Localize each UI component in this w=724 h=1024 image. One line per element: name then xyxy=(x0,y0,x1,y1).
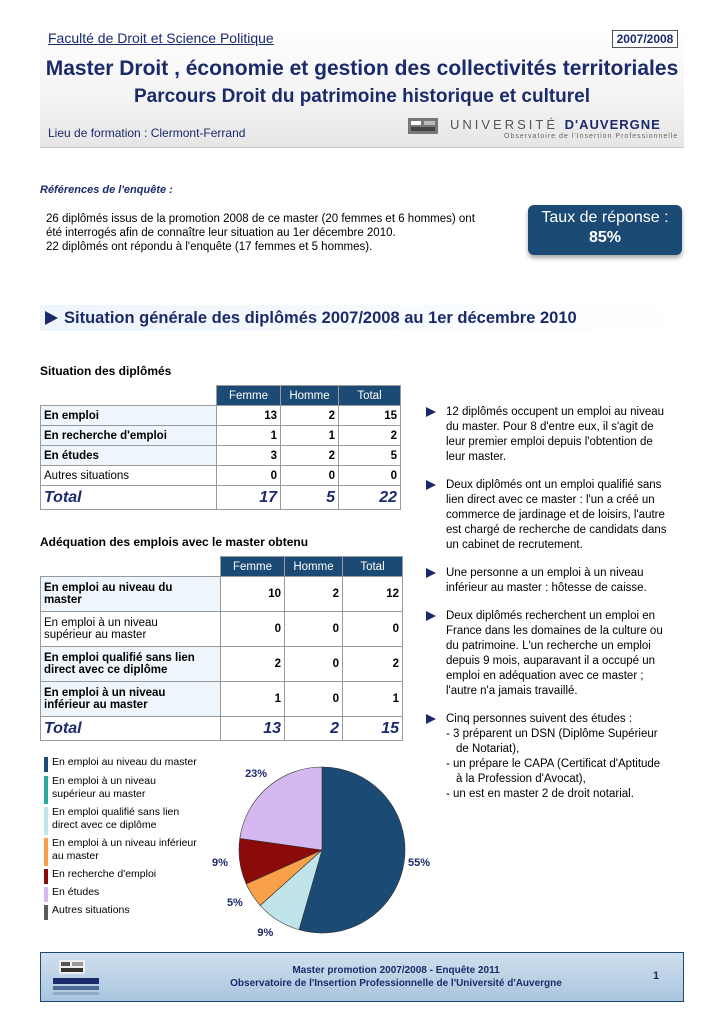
legend-item xyxy=(44,806,197,832)
university-logo-icon xyxy=(408,115,438,137)
table-header-blank xyxy=(41,386,217,406)
cell-homme: 0 xyxy=(285,647,343,682)
comment-line: lien direct avec ce master : l'un a créé un xyxy=(446,494,655,506)
legend-swatch xyxy=(44,757,48,772)
comment-line: du patrimoine. L'un recherche un emploi xyxy=(446,640,651,652)
legend-label: En recherche d'emploi xyxy=(52,868,157,880)
cell-homme: 0 xyxy=(285,682,343,717)
references-line: été interrogés afin de connaître leur situation au 1er décembre 2010. xyxy=(46,227,396,239)
legend-label: En emploi qualifié sans lien xyxy=(52,806,180,818)
legend-label: En emploi au niveau du master xyxy=(52,756,197,768)
comment-line: depuis 9 mois, auparavant il a occupé un xyxy=(446,655,656,667)
cell-total: 15 xyxy=(339,406,401,426)
comment-item xyxy=(424,712,688,802)
cell-total: 12 xyxy=(343,577,403,612)
comment-line: Cinq personnes suivent des études : xyxy=(446,713,633,725)
pie-slice-label: 55% xyxy=(408,856,431,869)
legend-item xyxy=(44,837,197,863)
comment-line: est chargé de recherche de candidats dans xyxy=(446,524,667,536)
comment-line: un cabinet de recrutement. xyxy=(446,539,583,551)
situation-table xyxy=(40,385,401,510)
table-row xyxy=(41,577,403,612)
faculty-name: Faculté de Droit et Science Politique xyxy=(48,30,274,46)
logo-wordmark: UNIVERSITÉ D'AUVERGNE xyxy=(450,117,661,132)
pie-chart xyxy=(200,755,440,939)
legend-item xyxy=(44,868,197,881)
cell-homme: 0 xyxy=(285,612,343,647)
column-header: Total xyxy=(339,386,401,406)
row-label: En emploi à un niveau inférieur au master xyxy=(41,682,221,717)
adequation-table xyxy=(40,556,403,741)
cell-femme: 10 xyxy=(221,577,285,612)
pie-slice-label: 9% xyxy=(257,926,274,939)
page-number: 1 xyxy=(653,970,660,982)
triangle-right-icon xyxy=(426,407,436,417)
cell-total: 2 xyxy=(343,647,403,682)
cell-homme: 2 xyxy=(285,577,343,612)
table-row xyxy=(41,406,401,426)
total-femme: 17 xyxy=(217,486,281,510)
triangle-right-icon xyxy=(44,311,58,325)
year-badge: 2007/2008 xyxy=(612,30,678,48)
row-label: En études xyxy=(41,446,217,466)
row-label: En recherche d'emploi xyxy=(41,426,217,446)
pie-slice-label: 9% xyxy=(211,856,228,869)
legend-label: au master xyxy=(52,850,99,862)
comment-item xyxy=(424,609,688,699)
cell-femme: 0 xyxy=(217,466,281,486)
cell-femme: 3 xyxy=(217,446,281,466)
comment-line: leur premier emploi depuis l'obtention de xyxy=(446,436,653,448)
triangle-right-icon xyxy=(426,714,436,724)
table-row xyxy=(41,466,401,486)
total-total: 15 xyxy=(343,717,403,741)
cell-total: 0 xyxy=(343,612,403,647)
table-row xyxy=(41,682,403,717)
column-header: Homme xyxy=(281,386,339,406)
triangle-right-icon xyxy=(426,480,436,490)
legend-item xyxy=(44,756,197,769)
column-header: Homme xyxy=(285,557,343,577)
comment-line: 12 diplômés occupent un emploi au niveau xyxy=(446,406,665,418)
legend-item xyxy=(44,886,197,899)
comment-line: France dans les domaines de la culture ou xyxy=(446,625,663,637)
table-total-row xyxy=(41,717,403,741)
pie-slice-label: 5% xyxy=(226,896,243,909)
comment-line: leur master. xyxy=(446,451,507,463)
triangle-right-icon xyxy=(426,568,436,578)
table-row xyxy=(41,426,401,446)
table-total-row xyxy=(41,486,401,510)
references-title: Références de l'enquête : xyxy=(40,184,173,196)
legend-label: direct avec ce diplôme xyxy=(52,819,157,831)
legend-swatch xyxy=(44,807,48,835)
legend-swatch xyxy=(44,869,48,884)
cell-homme: 2 xyxy=(281,406,339,426)
comment-item xyxy=(424,566,688,596)
response-rate-value: 85% xyxy=(588,229,622,246)
university-logo xyxy=(408,115,680,143)
comment-line: l'autre n'a jamais travaillé. xyxy=(446,685,578,697)
comment-line: - un prépare le CAPA (Certificat d'Aptitude xyxy=(446,758,661,770)
cell-total: 1 xyxy=(343,682,403,717)
comments-list xyxy=(424,405,688,815)
table-header-blank xyxy=(41,557,221,577)
legend-label: Autres situations xyxy=(52,904,130,916)
table-row xyxy=(41,647,403,682)
row-label: En emploi xyxy=(41,406,217,426)
total-homme: 5 xyxy=(281,486,339,510)
comment-item xyxy=(424,478,688,553)
references-text xyxy=(46,212,516,254)
triangle-right-icon xyxy=(426,611,436,621)
references-line: 26 diplômés issus de la promotion 2008 de ce master (20 femmes et 6 hommes) ont xyxy=(46,213,475,225)
total-label: Total xyxy=(41,486,217,510)
total-total: 22 xyxy=(339,486,401,510)
cell-total: 0 xyxy=(339,466,401,486)
section-title: Situation générale des diplômés 2007/2008 au 1er décembre 2010 xyxy=(64,309,577,327)
adequation-table-title: Adéquation des emplois avec le master obtenu xyxy=(40,535,309,549)
references-line: 22 diplômés ont répondu à l'enquête (17 femmes et 5 hommes). xyxy=(46,241,373,253)
legend-label: En études xyxy=(52,886,100,898)
cell-femme: 0 xyxy=(221,612,285,647)
cell-femme: 1 xyxy=(217,426,281,446)
legend-item xyxy=(44,775,197,801)
comment-line: emploi en adéquation avec ce master ; xyxy=(446,670,644,682)
row-label: En emploi qualifié sans lien direct avec ce diplôme xyxy=(41,647,221,682)
table-row xyxy=(41,612,403,647)
comment-line: - 3 préparent un DSN (Diplôme Supérieur xyxy=(446,728,658,740)
cell-homme: 0 xyxy=(281,466,339,486)
comment-line: Deux diplômés recherchent un emploi en xyxy=(446,610,656,622)
total-homme: 2 xyxy=(285,717,343,741)
column-header: Total xyxy=(343,557,403,577)
footer-line1: Master promotion 2007/2008 - Enquête 2011 xyxy=(292,965,500,976)
footer-line2: Observatoire de l'Insertion Professionnelle de l'Université d'Auvergne xyxy=(230,978,562,989)
total-femme: 13 xyxy=(221,717,285,741)
legend-item xyxy=(44,904,197,917)
comment-item xyxy=(424,405,688,465)
location-label: Lieu de formation : Clermont-Ferrand xyxy=(48,126,246,140)
response-rate-box xyxy=(528,205,682,255)
chart-legend xyxy=(44,756,197,917)
comment-line: de Notariat), xyxy=(456,743,520,755)
table-row xyxy=(41,446,401,466)
row-label: En emploi au niveau du master xyxy=(41,577,221,612)
legend-swatch xyxy=(44,905,48,920)
cell-total: 2 xyxy=(339,426,401,446)
comment-line: à la Profession d'Avocat), xyxy=(456,773,586,785)
total-label: Total xyxy=(41,717,221,741)
comment-line: commerce de jardinage et de loisirs, l'autre xyxy=(446,509,665,521)
cell-homme: 1 xyxy=(281,426,339,446)
column-header: Femme xyxy=(217,386,281,406)
cell-femme: 1 xyxy=(221,682,285,717)
legend-swatch xyxy=(44,887,48,902)
row-label: Autres situations xyxy=(41,466,217,486)
legend-label: supérieur au master xyxy=(52,788,146,800)
pie-slice-label: 23% xyxy=(245,768,268,781)
legend-swatch xyxy=(44,776,48,804)
legend-label: En emploi à un niveau inférieur xyxy=(52,837,197,849)
cell-femme: 13 xyxy=(217,406,281,426)
cell-homme: 2 xyxy=(281,446,339,466)
university-logo-icon xyxy=(51,958,101,998)
cell-total: 5 xyxy=(339,446,401,466)
cell-femme: 2 xyxy=(221,647,285,682)
comment-line: du master. Pour 8 d'entre eux, il s'agit de xyxy=(446,421,654,433)
row-label: En emploi à un niveau supérieur au master xyxy=(41,612,221,647)
legend-swatch xyxy=(44,838,48,866)
comment-line: Une personne a un emploi à un niveau xyxy=(446,567,644,579)
comment-line: Deux diplômés ont un emploi qualifié sans xyxy=(446,479,662,491)
comment-line: inférieur au master : hôtesse de caisse. xyxy=(446,582,647,594)
situation-table-title: Situation des diplômés xyxy=(40,364,172,378)
page-subtitle: Parcours Droit du patrimoine historique et culturel xyxy=(133,86,591,107)
comment-line: - un est en master 2 de droit notarial. xyxy=(446,788,634,800)
legend-label: En emploi à un niveau xyxy=(52,775,156,787)
logo-subtitle: Observatoire de l'Insertion Professionnelle xyxy=(504,133,679,140)
response-rate-label: Taux de réponse : xyxy=(541,209,669,226)
column-header: Femme xyxy=(221,557,285,577)
footer xyxy=(40,952,684,1002)
page-title: Master Droit , économie et gestion des collectivités territoriales xyxy=(45,57,679,80)
